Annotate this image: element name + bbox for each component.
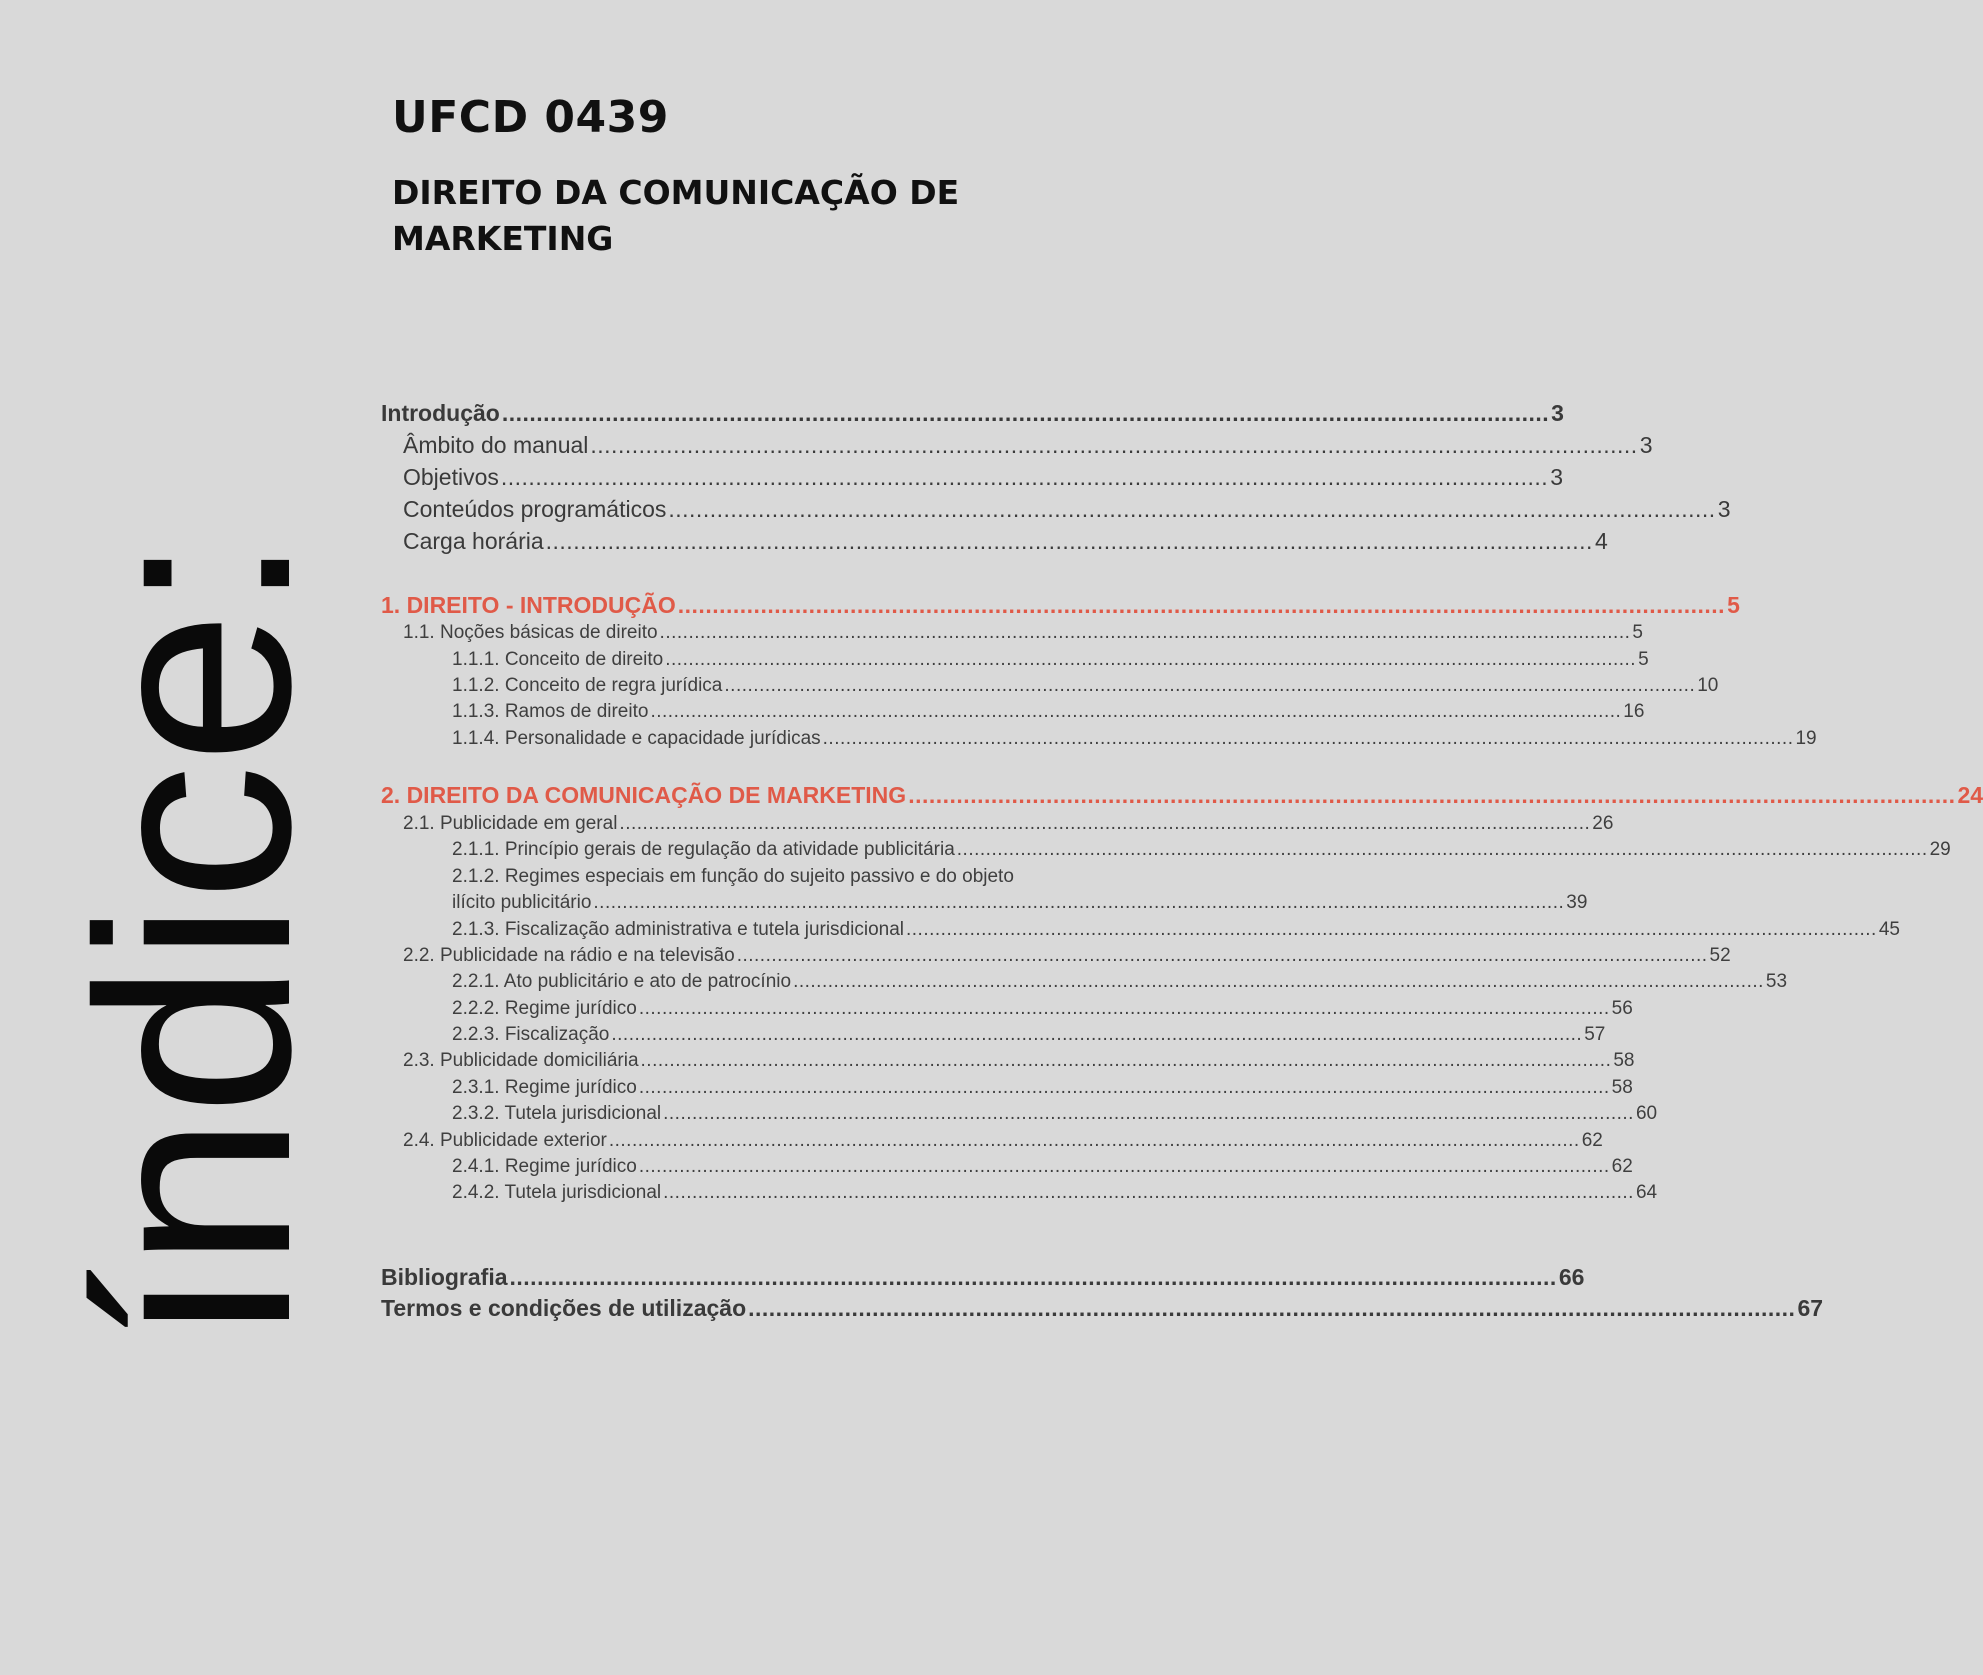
toc-leader: ........................................................................................................................................................: [908, 782, 1956, 808]
toc-page-number: 58: [1613, 1050, 1635, 1071]
toc-entry-2-2-2[interactable]: [452, 998, 1633, 1020]
toc-page-number: 66: [1558, 1264, 1585, 1290]
toc-entry-label: 2.2.3. Fiscalização: [452, 1024, 610, 1045]
toc-entry-2-1-2-line1[interactable]: 2.1.2. Regimes especiais em função do sujeito passivo e do objeto: [452, 866, 1014, 887]
toc-entry-label: 2.2. Publicidade na rádio e na televisão: [403, 945, 735, 966]
toc-page-number: 4: [1594, 528, 1608, 554]
toc-leader: ........................................................................................................................................................................: [593, 892, 1565, 913]
toc-page-number: 5: [1727, 592, 1740, 618]
toc-entry-2-2-1[interactable]: [452, 971, 1788, 993]
toc-chapter-2[interactable]: [381, 782, 1983, 809]
toc-entry-label: Introdução: [381, 400, 500, 426]
toc-page-number: 62: [1581, 1130, 1603, 1151]
toc-leader: ........................................................................................................................................................................: [736, 945, 1708, 966]
toc-page-number: 10: [1697, 675, 1719, 696]
toc-entry-label: 1.1.2. Conceito de regra jurídica: [452, 675, 723, 696]
document-title: DIREITO DA COMUNICAÇÃO DE MARKETING: [392, 173, 960, 258]
toc-entry-1-1-3[interactable]: [452, 701, 1645, 723]
toc-leader: ........................................................................................................................................................: [500, 464, 1549, 490]
index-heading-vertical: índice:: [41, 534, 348, 1345]
toc-entry-2-2[interactable]: [403, 945, 1731, 967]
toc-leader: ........................................................................................................................................................: [668, 496, 1716, 522]
toc-entry-label: 2.1. Publicidade em geral: [403, 813, 618, 834]
toc-entry-label: 2.1.3. Fiscalização administrativa e tutela jurisdicional: [452, 919, 904, 940]
toc-entry-label: 1.1.1. Conceito de direito: [452, 649, 664, 670]
toc-leader: ........................................................................................................................................................................: [724, 675, 1696, 696]
toc-entry-workload[interactable]: [403, 528, 1608, 555]
toc-page-number: 3: [1550, 464, 1563, 490]
toc-entry-label: 2.4.2. Tutela jurisdicional: [452, 1182, 662, 1203]
toc-page-number: 60: [1635, 1103, 1658, 1124]
toc-leader: ........................................................................................................................................................: [590, 432, 1638, 458]
toc-leader: ........................................................................................................................................................: [509, 1264, 1557, 1290]
toc-page-number: 5: [1632, 622, 1643, 643]
toc-entry-2-3[interactable]: [403, 1050, 1635, 1072]
toc-entry-label: 1.1.3. Ramos de direito: [452, 701, 649, 722]
toc-page-number: 3: [1639, 432, 1653, 458]
toc-page-number: 57: [1584, 1024, 1606, 1045]
toc-entry-terms[interactable]: [381, 1295, 1824, 1322]
toc-entry-2-1-3[interactable]: [452, 919, 1900, 941]
toc-entry-2-1-1[interactable]: [452, 839, 1951, 861]
toc-entry-label: 2.3. Publicidade domiciliária: [403, 1050, 639, 1071]
toc-entry-label: 2.2.1. Ato publicitário e ato de patrocínio: [452, 971, 792, 992]
toc-leader: ........................................................................................................................................................................: [793, 971, 1764, 992]
toc-entry-label: 1. DIREITO - INTRODUÇÃO: [381, 592, 676, 618]
toc-entry-scope[interactable]: [403, 432, 1653, 459]
toc-leader: ........................................................................................................................................................................: [638, 1077, 1610, 1098]
toc-page-number: 56: [1611, 998, 1633, 1019]
toc-leader: ........................................................................................................................................................................: [956, 839, 1928, 860]
toc-leader: ........................................................................................................................................................................: [640, 1050, 1612, 1071]
toc-chapter-1[interactable]: [381, 592, 1740, 619]
toc-page-number: 16: [1623, 701, 1645, 722]
document-code: UFCD 0439: [392, 92, 669, 143]
toc-entry-label: Carga horária: [403, 528, 544, 554]
toc-leader: ........................................................................................................................................................: [677, 592, 1726, 618]
toc-entry-1-1[interactable]: [403, 622, 1643, 644]
toc-leader: ........................................................................................................................................................................: [608, 1130, 1580, 1151]
toc-leader: ........................................................................................................................................................: [545, 528, 1593, 554]
toc-leader: ........................................................................................................................................................: [501, 400, 1550, 426]
toc-leader: ........................................................................................................................................................................: [906, 919, 1877, 940]
toc-page-number: 53: [1765, 971, 1788, 992]
toc-entry-label: Bibliografia: [381, 1264, 508, 1290]
toc-entry-label: Objetivos: [403, 464, 499, 490]
toc-entry-label: 2.4.1. Regime jurídico: [452, 1156, 637, 1177]
toc-entry-1-1-1[interactable]: [452, 649, 1649, 671]
toc-page-number: 5: [1638, 649, 1649, 670]
toc-page-number: 52: [1709, 945, 1731, 966]
toc-leader: ........................................................................................................................................................................: [638, 998, 1610, 1019]
toc-entry-2-1[interactable]: [403, 813, 1614, 835]
toc-entry-2-1-2[interactable]: [452, 892, 1588, 914]
toc-entry-2-4[interactable]: [403, 1130, 1603, 1152]
toc-page-number: 62: [1611, 1156, 1633, 1177]
toc-entry-2-3-1[interactable]: [452, 1077, 1633, 1099]
toc-page-number: 58: [1611, 1077, 1633, 1098]
toc-leader: ........................................................................................................................................................................: [663, 1182, 1634, 1203]
toc-entry-label: Conteúdos programáticos: [403, 496, 667, 522]
toc-entry-intro[interactable]: [381, 400, 1564, 427]
toc-entry-2-4-1[interactable]: [452, 1156, 1633, 1178]
toc-entry-1-1-2[interactable]: [452, 675, 1719, 697]
toc-entry-label: 2.4. Publicidade exterior: [403, 1130, 607, 1151]
toc-entry-label: 1.1. Noções básicas de direito: [403, 622, 658, 643]
toc-entry-label: ilícito publicitário: [452, 892, 592, 913]
toc-entry-contents[interactable]: [403, 496, 1731, 523]
toc-entry-objectives[interactable]: [403, 464, 1563, 491]
toc-leader: ........................................................................................................................................................................: [611, 1024, 1583, 1045]
toc-page-number: 26: [1592, 813, 1614, 834]
toc-entry-bibliography[interactable]: [381, 1264, 1585, 1291]
toc-entry-label: 1.1.4. Personalidade e capacidade jurídicas: [452, 728, 821, 749]
toc-entry-label: 2. DIREITO DA COMUNICAÇÃO DE MARKETING: [381, 782, 907, 808]
toc-page-number: 45: [1878, 919, 1900, 940]
toc-page-number: 67: [1797, 1295, 1824, 1321]
toc-entry-label: Termos e condições de utilização: [381, 1295, 747, 1321]
toc-entry-label: 2.3.2. Tutela jurisdicional: [452, 1103, 662, 1124]
toc-page-number: 39: [1566, 892, 1588, 913]
toc-leader: ........................................................................................................................................................................: [638, 1156, 1610, 1177]
toc-entry-1-1-4[interactable]: [452, 728, 1817, 750]
toc-leader: ........................................................................................................................................................................: [659, 622, 1631, 643]
toc-entry-label: 2.3.1. Regime jurídico: [452, 1077, 637, 1098]
toc-leader: ........................................................................................................................................................................: [650, 701, 1622, 722]
toc-leader: ........................................................................................................................................................................: [663, 1103, 1634, 1124]
toc-page-number: 24: [1957, 782, 1983, 808]
toc-leader: ........................................................................................................................................................................: [822, 728, 1794, 749]
toc-page-number: 29: [1929, 839, 1951, 860]
toc-page-number: 3: [1717, 496, 1731, 522]
toc-entry-label: 2.2.2. Regime jurídico: [452, 998, 637, 1019]
toc-entry-2-2-3[interactable]: [452, 1024, 1606, 1046]
toc-entry-label: 2.1.1. Princípio gerais de regulação da atividade publicitária: [452, 839, 955, 860]
toc-page-number: 64: [1635, 1182, 1658, 1203]
toc-page-number: 19: [1795, 728, 1817, 749]
toc-leader: ........................................................................................................................................................................: [665, 649, 1637, 670]
toc-leader: ........................................................................................................................................................: [748, 1295, 1796, 1321]
toc-leader: ........................................................................................................................................................................: [619, 813, 1591, 834]
toc-entry-label: Âmbito do manual: [403, 432, 589, 458]
toc-page-number: 3: [1551, 400, 1564, 426]
toc-entry-2-3-2[interactable]: [452, 1103, 1658, 1125]
toc-entry-2-4-2[interactable]: [452, 1182, 1658, 1204]
